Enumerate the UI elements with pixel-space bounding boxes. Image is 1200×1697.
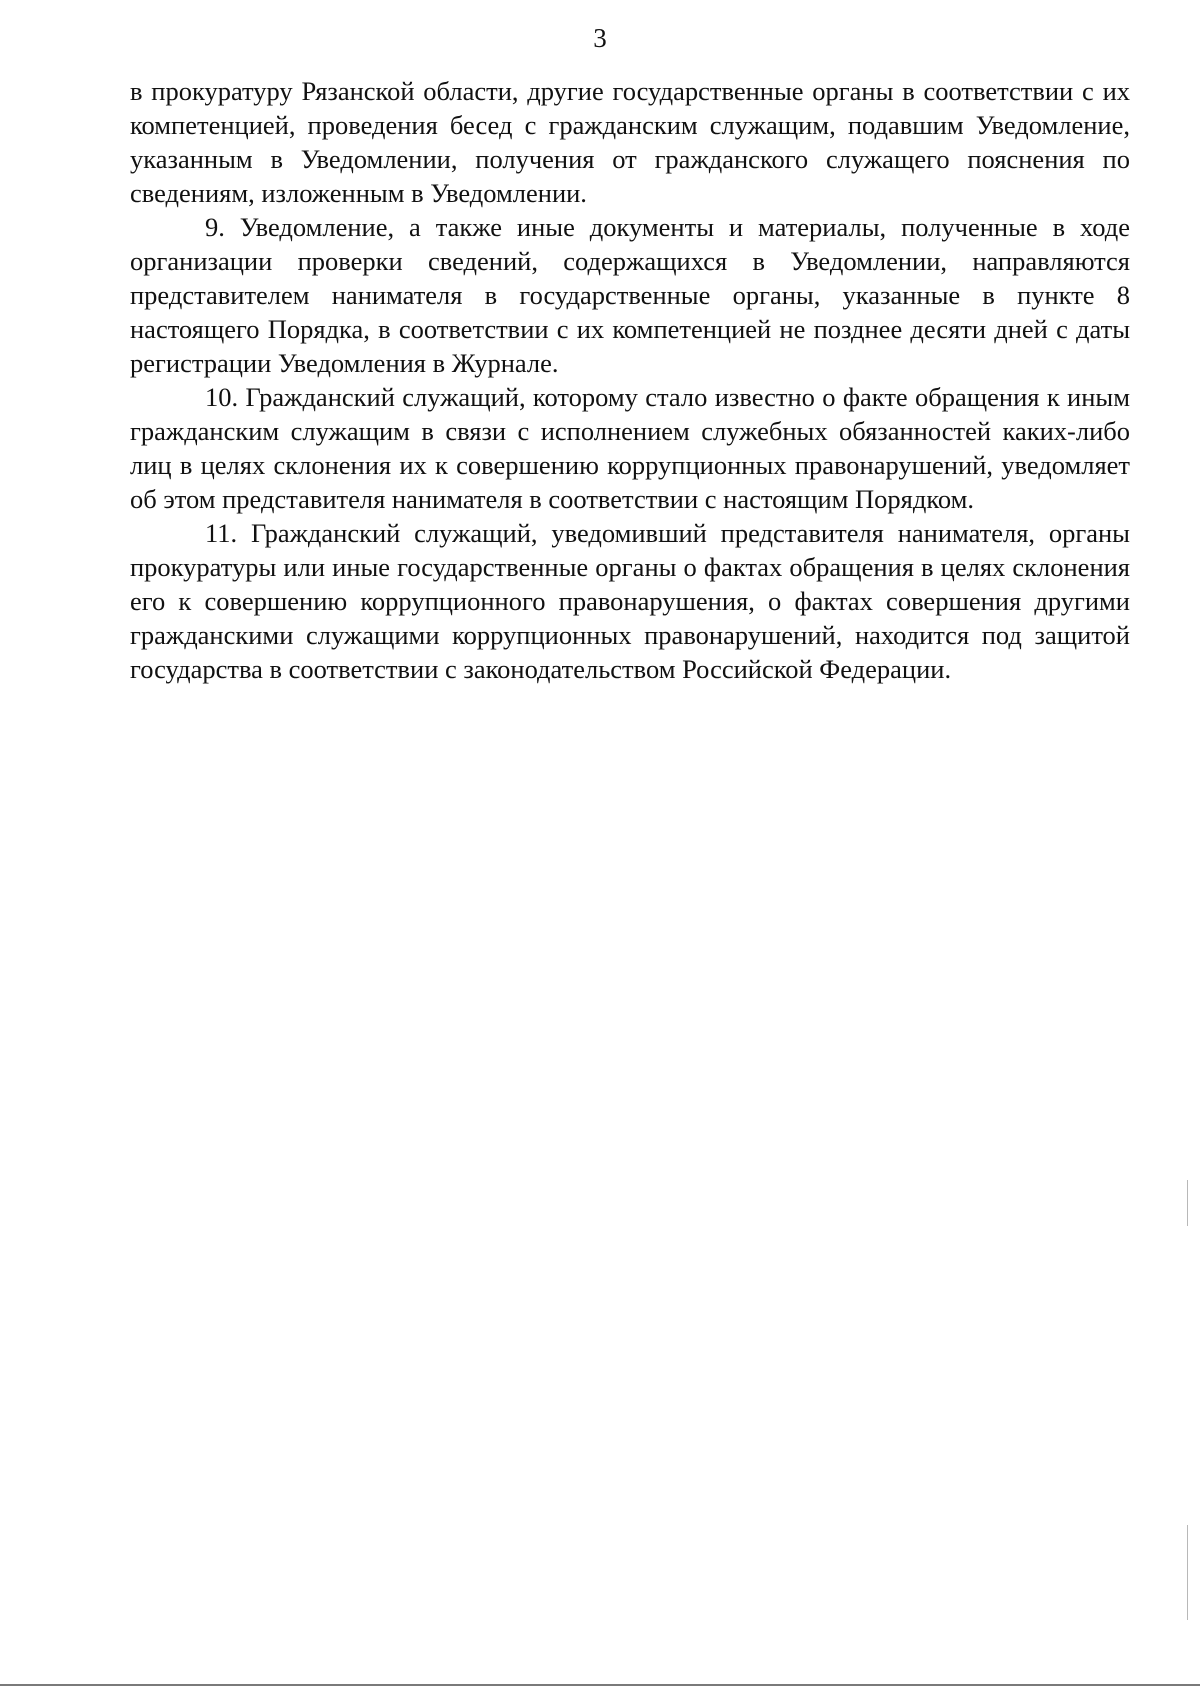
scan-edge-mark	[1187, 1525, 1188, 1620]
paragraph-9: 9. Уведомление, а также иные документы и материалы, полученные в ходе организации проверки сведений, содержащихся в Уведомлении, направляются представителем нанимателя в государственные органы, указанные в пункте 8 настоящего Порядка, в соответствии с их компетенцией не позднее десяти дней с даты регистрации Уведомления в Журнале.	[130, 212, 1130, 378]
document-body	[130, 74, 1130, 686]
paragraph-continuation: в прокуратуру Рязанской области, другие государственные органы в соответствии с их компетенцией, проведения бесед с гражданским служащим, подавшим Уведомление, указанным в Уведомлении, получения от гражданского служащего пояснения по сведениям, изложенным в Уведомлении.	[130, 76, 1130, 208]
scan-edge-mark	[1187, 1180, 1188, 1226]
paragraph-10: 10. Гражданский служащий, которому стало известно о факте обращения к иным гражданским служащим в связи с исполнением служебных обязанностей каких-либо лиц в целях склонения их к совершению коррупционных правонарушений, уведомляет об этом представителя нанимателя в соответствии с настоящим Порядком.	[130, 382, 1130, 514]
page-number: 3	[593, 23, 607, 53]
scan-bottom-edge	[0, 1684, 1200, 1686]
paragraph-11: 11. Гражданский служащий, уведомивший представителя нанимателя, органы прокуратуры или иные государственные органы о фактах обращения в целях склонения его к совершению коррупционного правонарушения, о фактах совершения другими гражданскими служащими коррупционных правонарушений, находится под защитой государства в соответствии с законодательством Российской Федерации.	[130, 518, 1130, 684]
